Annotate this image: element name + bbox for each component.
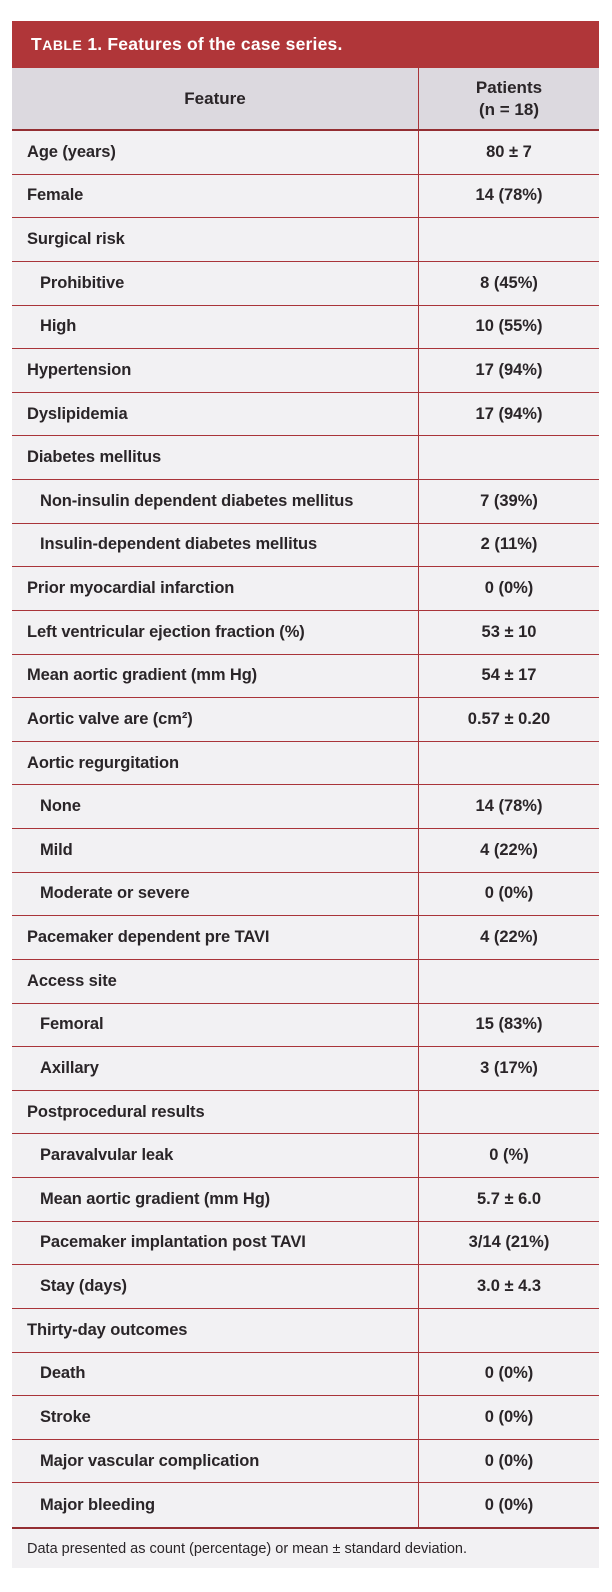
table-row [12, 567, 599, 611]
table-row [12, 1265, 599, 1309]
value-cell [418, 960, 599, 1003]
table-row [12, 1440, 599, 1484]
table-title-word: TABLE [31, 34, 83, 54]
table-row [12, 131, 599, 175]
table-row [12, 698, 599, 742]
value-cell: 5.7 ± 6.0 [418, 1178, 599, 1221]
feature-cell: Prior myocardial infarction [27, 579, 235, 598]
feature-cell: Femoral [40, 1015, 104, 1034]
value-cell: 0 (0%) [418, 1440, 599, 1483]
table-row [12, 306, 599, 350]
table-row [12, 175, 599, 219]
feature-cell: Stay (days) [40, 1277, 127, 1296]
table-row [12, 262, 599, 306]
feature-cell: Major vascular complication [40, 1451, 260, 1470]
case-series-table [12, 21, 599, 1568]
value-cell: 0 (0%) [418, 567, 599, 610]
table-row [12, 742, 599, 786]
value-cell: 0 (0%) [418, 873, 599, 916]
value-cell: 4 (22%) [418, 829, 599, 872]
table-row [12, 1222, 599, 1266]
value-cell: 80 ± 7 [418, 131, 599, 174]
feature-cell: Prohibitive [40, 273, 125, 292]
value-cell: 7 (39%) [418, 480, 599, 523]
table-row [12, 1004, 599, 1048]
feature-cell: Hypertension [27, 360, 132, 379]
column-header-patients [418, 68, 599, 129]
value-cell [418, 1309, 599, 1352]
patients-header-line1: Patients [475, 78, 543, 98]
value-cell: 53 ± 10 [418, 611, 599, 654]
feature-cell: Access site [27, 971, 117, 990]
table-row [12, 785, 599, 829]
value-cell [418, 1091, 599, 1134]
table-row [12, 349, 599, 393]
feature-cell: Age (years) [27, 142, 116, 161]
table-row [12, 393, 599, 437]
table-row [12, 873, 599, 917]
table-body [12, 131, 599, 1527]
column-header-feature: Feature [184, 88, 246, 108]
feature-cell: Axillary [40, 1058, 99, 1077]
table-title-text: 1. Features of the case series. [87, 34, 343, 54]
value-cell [418, 218, 599, 261]
value-cell: 8 (45%) [418, 262, 599, 305]
feature-cell: Diabetes mellitus [27, 448, 162, 467]
patients-header-line2: (n = 18) [479, 99, 539, 119]
value-cell [418, 742, 599, 785]
value-cell: 0 (0%) [418, 1396, 599, 1439]
feature-cell: Moderate or severe [40, 884, 190, 903]
table-row [12, 1091, 599, 1135]
feature-cell: Death [40, 1364, 86, 1383]
value-cell: 17 (94%) [418, 393, 599, 436]
table-row [12, 611, 599, 655]
feature-cell: Dyslipidemia [27, 404, 128, 423]
value-cell: 2 (11%) [418, 524, 599, 567]
value-cell: 14 (78%) [418, 785, 599, 828]
feature-cell: Left ventricular ejection fraction (%) [27, 622, 305, 641]
table-row [12, 1134, 599, 1178]
feature-cell: Mild [40, 840, 73, 859]
table-row [12, 1309, 599, 1353]
table-row [12, 480, 599, 524]
table-title-bar [12, 21, 599, 68]
feature-cell: Insulin-dependent diabetes mellitus [40, 535, 318, 554]
value-cell: 15 (83%) [418, 1004, 599, 1047]
feature-cell: Mean aortic gradient (mm Hg) [40, 1189, 271, 1208]
value-cell: 0.57 ± 0.20 [418, 698, 599, 741]
table-title [31, 34, 343, 55]
value-cell: 3.0 ± 4.3 [418, 1265, 599, 1308]
table-row [12, 916, 599, 960]
value-cell: 17 (94%) [418, 349, 599, 392]
table-header-row [12, 68, 599, 131]
value-cell [418, 436, 599, 479]
feature-cell: Aortic regurgitation [27, 753, 180, 772]
table-row [12, 1396, 599, 1440]
feature-cell: Mean aortic gradient (mm Hg) [27, 666, 258, 685]
value-cell: 3/14 (21%) [418, 1222, 599, 1265]
value-cell: 10 (55%) [418, 306, 599, 349]
table-row [12, 1047, 599, 1091]
value-cell: 0 (%) [418, 1134, 599, 1177]
feature-cell: Non-insulin dependent diabetes mellitus [40, 491, 354, 510]
feature-cell: Pacemaker dependent pre TAVI [27, 928, 270, 947]
feature-cell: Major bleeding [40, 1495, 156, 1514]
feature-cell: Thirty-day outcomes [27, 1320, 188, 1339]
value-cell: 3 (17%) [418, 1047, 599, 1090]
feature-cell: Paravalvular leak [40, 1146, 174, 1165]
feature-cell: Surgical risk [27, 230, 125, 249]
value-cell: 0 (0%) [418, 1483, 599, 1527]
feature-cell: High [40, 317, 77, 336]
table-row [12, 655, 599, 699]
table-row [12, 960, 599, 1004]
table-row [12, 1483, 599, 1527]
feature-cell: Postprocedural results [27, 1102, 205, 1121]
feature-cell: Aortic valve are (cm²) [27, 709, 193, 728]
table-footnote: Data presented as count (percentage) or mean ± standard deviation. [12, 1527, 599, 1568]
value-cell: 4 (22%) [418, 916, 599, 959]
value-cell: 14 (78%) [418, 175, 599, 218]
table-row [12, 1178, 599, 1222]
value-cell: 0 (0%) [418, 1353, 599, 1396]
feature-cell: Stroke [40, 1407, 91, 1426]
table-row [12, 524, 599, 568]
table-row [12, 1353, 599, 1397]
table-row [12, 829, 599, 873]
feature-cell: Female [27, 186, 84, 205]
feature-cell: Pacemaker implantation post TAVI [40, 1233, 306, 1252]
value-cell: 54 ± 17 [418, 655, 599, 698]
table-row [12, 218, 599, 262]
feature-cell: None [40, 797, 81, 816]
table-row [12, 436, 599, 480]
